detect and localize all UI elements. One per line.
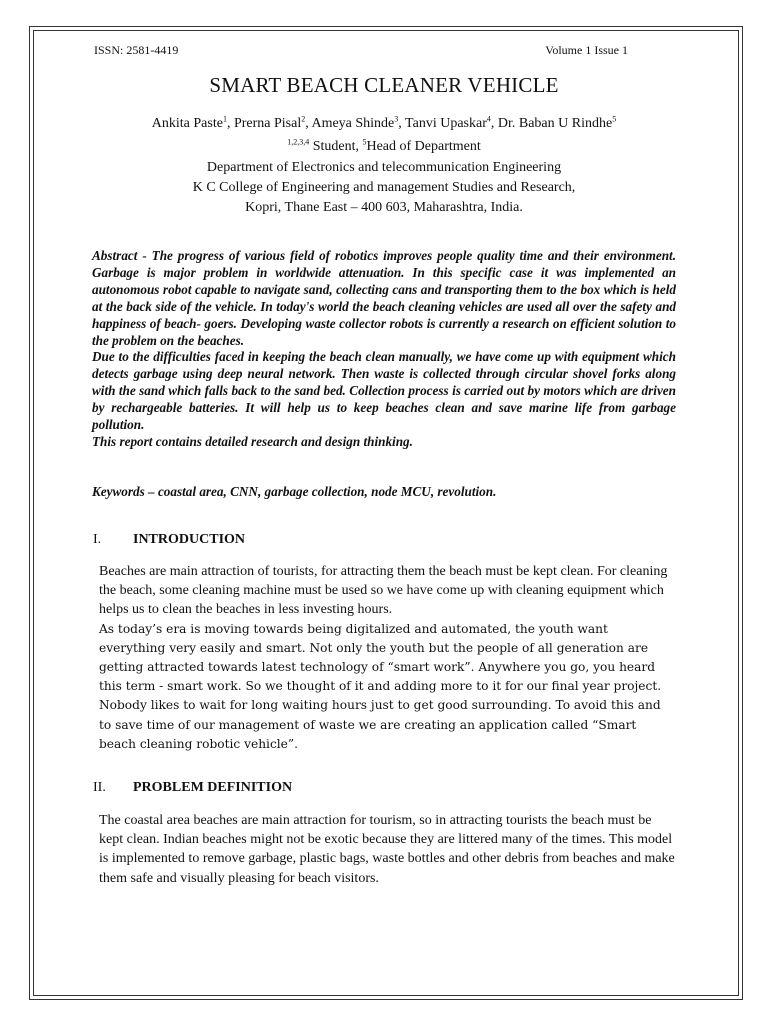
section-heading-introduction [93,532,245,548]
author-separator: , [398,116,406,131]
body-paragraph: The coastal area beaches are main attraction for tourism, so in attracting tourists the beach must be kept clean. Indian beaches might not be exotic because they are littered many of the times. This model is implemented to remove garbage, plastic bags, waste bottles and other debris from beaches and make them safe and visually pleasing for beach visitors. [99,813,675,886]
author-name: Prerna Pisal [233,116,302,131]
body-paragraph: Beaches are main attraction of tourists, for attracting them the beach must be kept clean. For cleaning the beach, some cleaning machine must be used so we have come up with cleaning equipment which helps us to clean the beaches in less investing hours. [99,564,668,618]
author-separator: , [490,116,498,131]
section-title: INTRODUCTION [133,532,246,547]
section-title: PROBLEM DEFINITION [133,780,293,795]
affiliation-college: K C College of Engineering and management Studies and Research, [192,180,576,195]
author-affiliation-marker: 3 [394,114,399,124]
author-list [0,116,768,132]
author-affiliation-marker: 5 [612,114,617,124]
body-paragraph: As today’s era is moving towards being digitalized and automated, the youth want everything very easily and smart. Not only the youth but the people of all generation are getting attracted towards latest technology of “smart work”. Anywhere you go, you heard this term - smart work. So we thought of it and adding more to it for our final year project. Nobody likes to wait for long waiting hours just to get good surrounding. To avoid this and to save time of our management of waste we are creating an application called “Smart beach cleaning robotic vehicle”. [99,621,662,751]
section-heading-problem-definition [93,780,292,796]
issn-label: ISSN: 2581-4419 [94,43,179,57]
abstract [92,248,676,451]
section-number: I. [93,532,102,547]
abstract-paragraph: Due to the difficulties faced in keeping the beach clean manually, we have come up with equipment which detects garbage using deep neural network. Then waste is collected through circular shovel forks along with the sand which falls back to the sand bed. Collection process is carried out by motors which are driven by rechargeable batteries. It will help us to keep beaches clean and save marine life from garbage pollution. [92,349,676,433]
abstract-paragraph: Abstract - The progress of various field of robotics improves people quality time and their environment. Garbage is major problem in worldwide attenuation. In this specific case it was implemented an autonomous robot capable to navigate sand, collecting cans and transporting them to the box which is held at the back side of the vehicle. In today's world the beach cleaning vehicles are used all over the safety and happiness of beach- goers. Developing waste collector robots is currently a research on efficient solution to the problem on the beaches. [92,248,676,348]
section-body-problem-definition [99,811,675,888]
author-name: Tanvi Upaskar [405,116,487,131]
keywords: Keywords – coastal area, CNN, garbage collection, node MCU, revolution. [92,484,497,499]
author-affiliation-marker: 4 [486,114,491,124]
student-marker: 1,2,3,4 [287,137,310,147]
head-marker: 5 [362,137,367,147]
author-separator: , [226,116,234,131]
author-separator: , [305,116,312,131]
affiliation-address: Kopri, Thane East – 400 603, Maharashtra, India. [245,200,523,215]
head-label: Head of Department [366,139,481,154]
volume-label: Volume 1 Issue 1 [545,43,628,57]
section-number: II. [93,780,106,795]
section-body-introduction [99,562,675,754]
author-name: Dr. Baban U Rindhe [497,116,613,131]
author-affiliation-marker: 2 [301,114,306,124]
author-affiliation-marker: 1 [222,114,227,124]
author-roles [0,139,768,155]
author-name: Ameya Shinde [311,116,395,131]
abstract-paragraph: This report contains detailed research and design thinking. [92,433,413,449]
author-name: Ankita Paste [151,116,223,131]
paper-title: SMART BEACH CLEANER VEHICLE [209,73,559,97]
affiliation-department: Department of Electronics and telecommunication Engineering [206,160,562,175]
student-label: Student, [309,139,363,154]
